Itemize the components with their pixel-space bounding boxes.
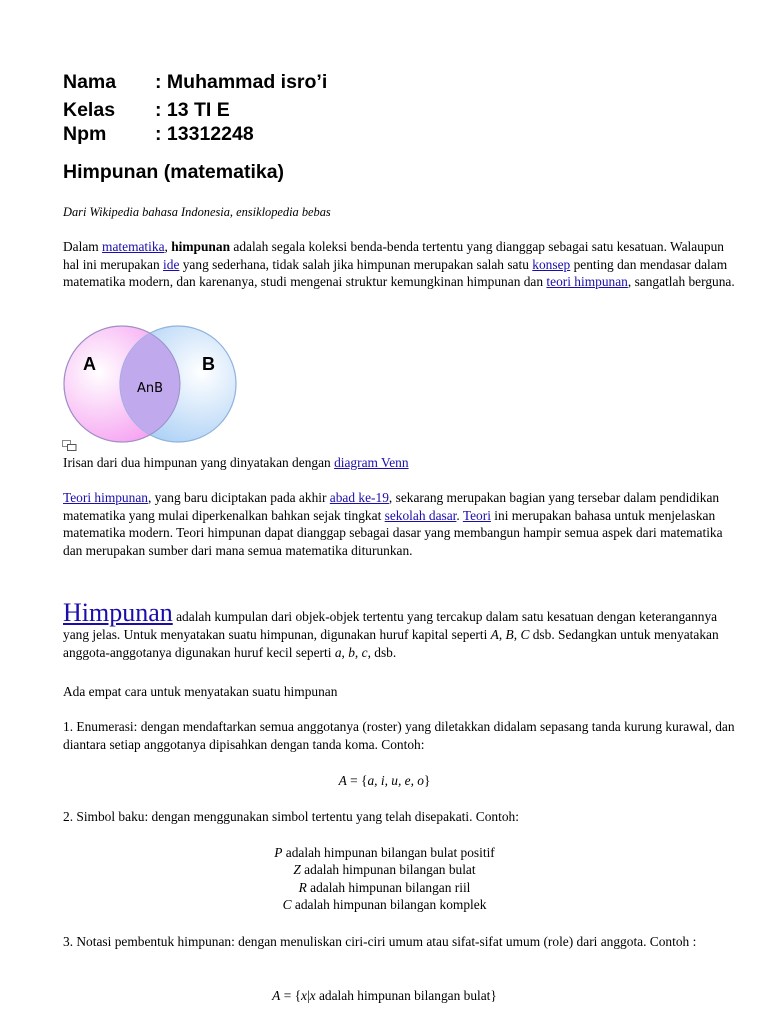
npm-key: Npm: [63, 123, 107, 145]
symbol-var: C: [282, 897, 292, 912]
ex1-eq: = {: [346, 773, 368, 788]
link-diagram-venn[interactable]: diagram Venn: [334, 455, 409, 470]
link-himpunan-large[interactable]: Himpunan: [63, 598, 173, 627]
symbol-line-c: [63, 896, 706, 914]
symbol-desc: adalah himpunan bilangan bulat: [300, 862, 476, 877]
npm-value: : 13312248: [155, 123, 254, 145]
link-sekolah-dasar[interactable]: sekolah dasar: [384, 507, 457, 523]
item-standard-symbols: 2. Simbol baku: dengan menggunakan simbol tertentu yang telah disepakati. Contoh:: [63, 809, 519, 824]
para2-text-3: .: [456, 507, 463, 523]
para3-text-2: dsb. Sedangkan untuk menyatakan anggota-anggotanya digunakan huruf kecil seperti: [63, 627, 719, 660]
ex3-x: x: [309, 988, 316, 1003]
intro-text-4: yang sederhana, tidak salah jika himpunan merupakan salah satu: [179, 256, 533, 272]
link-teori-himpunan[interactable]: teori himpunan: [546, 274, 628, 290]
ex3-var: A: [272, 988, 281, 1003]
var-C: C: [520, 627, 530, 642]
definition-paragraph: [63, 600, 743, 661]
ex1-members: a, i, u, e, o: [367, 773, 424, 788]
four-ways-paragraph: Ada empat cara untuk menyatakan suatu himpunan: [63, 684, 338, 699]
symbol-line-p: [63, 844, 706, 862]
ex3-x: x: [301, 988, 307, 1003]
enumeration-example: [63, 772, 706, 790]
para2-text-2: , sekarang merupakan bagian yang tersebar dalam pendidikan matematika yang mulai diperkenalkan bahkan sejak tingkat: [63, 490, 720, 523]
class-value: : 13 TI E: [155, 99, 230, 121]
venn-label-b: B: [202, 354, 215, 374]
comma: ,: [513, 627, 521, 642]
ex3-rest: adalah himpunan bilangan bulat}: [315, 988, 497, 1003]
link-teori[interactable]: Teori: [462, 507, 491, 523]
symbol-var: R: [298, 880, 307, 895]
ex3-bar: |: [306, 988, 310, 1003]
intro-text-1: Dalam: [63, 239, 103, 254]
var-A: A: [490, 627, 499, 642]
name-key: Nama: [63, 71, 117, 93]
intro-paragraph: [63, 238, 743, 291]
source-line: Dari Wikipedia bahasa Indonesia, ensiklopedia bebas: [63, 205, 331, 219]
symbol-desc: adalah himpunan bilangan komplek: [291, 897, 487, 912]
enlarge-icon[interactable]: [62, 440, 77, 451]
var-c: c: [361, 644, 368, 660]
link-teori-himpunan-2[interactable]: Teori himpunan: [63, 490, 148, 505]
comma: ,: [498, 627, 506, 642]
intro-text-6: , sangatlah berguna.: [627, 274, 735, 290]
figure-caption: [63, 454, 743, 472]
item-enumeration: 1. Enumerasi: dengan mendaftarkan semua anggotanya (roster) yang diletakkan didalam sepasang tanda kurung kurawal, dan diantara setiap anggotanya dipisahkan dengan tanda koma. Contoh:: [63, 719, 735, 752]
venn-diagram: [60, 325, 242, 447]
symbol-var: Z: [293, 862, 301, 877]
symbol-var: P: [274, 845, 283, 860]
venn-label-a: A: [83, 354, 96, 374]
set-builder-example: [63, 987, 706, 1005]
link-matematika[interactable]: matematika: [102, 239, 165, 254]
symbol-desc: adalah himpunan bilangan bulat positif: [282, 845, 495, 860]
class-key: Kelas: [63, 99, 116, 121]
name-row: [63, 70, 663, 94]
var-b: b: [348, 644, 355, 660]
para2-text-1: , yang baru diciptakan pada akhir: [147, 490, 330, 505]
para3-text-3: , dsb.: [367, 644, 397, 660]
intro-text-2: ,: [164, 239, 172, 254]
var-a: a: [334, 644, 342, 660]
comma: ,: [354, 644, 362, 660]
page-title: Himpunan (matematika): [63, 161, 285, 183]
caption-text: Irisan dari dua himpunan yang dinyatakan dengan: [63, 455, 335, 470]
npm-row: [63, 122, 663, 146]
venn-label-intersection: AnB: [136, 381, 164, 396]
intro-text-5: penting dan mendasar dalam matematika modern, dan karenanya, studi mengenai struktur kemungkinan himpunan dan: [63, 256, 728, 290]
symbol-line-z: [63, 861, 706, 879]
ex1-close: }: [423, 773, 431, 788]
symbol-desc: adalah himpunan bilangan riil: [306, 880, 471, 895]
var-B: B: [505, 627, 514, 642]
ex1-var: A: [338, 773, 347, 788]
para2-text-4: ini merupakan bahasa untuk menjelaskan matematika modern. Teori himpunan dapat dianggap sebagai dasar yang membangun hampir semua aspek dari matematika dan merupakan sumber dari mana semua matematika diturunkan.: [63, 507, 723, 558]
comma: ,: [341, 644, 349, 660]
ex3-open: = {: [280, 988, 302, 1003]
link-konsep[interactable]: konsep: [532, 256, 571, 272]
link-ide[interactable]: ide: [163, 256, 180, 272]
para3-text-1: adalah kumpulan dari objek-objek tertentu yang tercakup dalam satu kesatuan dengan keterangannya yang jelas. Untuk menyatakan suatu himpunan, digunakan huruf kapital seperti: [63, 609, 718, 642]
name-value: : Muhammad isro’i: [155, 71, 328, 93]
link-abad-ke-19[interactable]: abad ke-19: [329, 490, 389, 505]
intro-text-3: adalah segala koleksi benda-benda tertentu yang dianggap sebagai satu kesatuan. Walaupun hal ini merupakan: [63, 239, 724, 272]
intro-bold-himpunan: himpunan: [171, 239, 231, 254]
class-row: [63, 98, 663, 122]
item-set-builder: 3. Notasi pembentuk himpunan: dengan menuliskan ciri-ciri umum atau sifat-sifat umum (role) dari anggota. Contoh :: [63, 934, 697, 949]
symbol-line-r: [63, 879, 706, 897]
theory-paragraph: [63, 489, 743, 559]
